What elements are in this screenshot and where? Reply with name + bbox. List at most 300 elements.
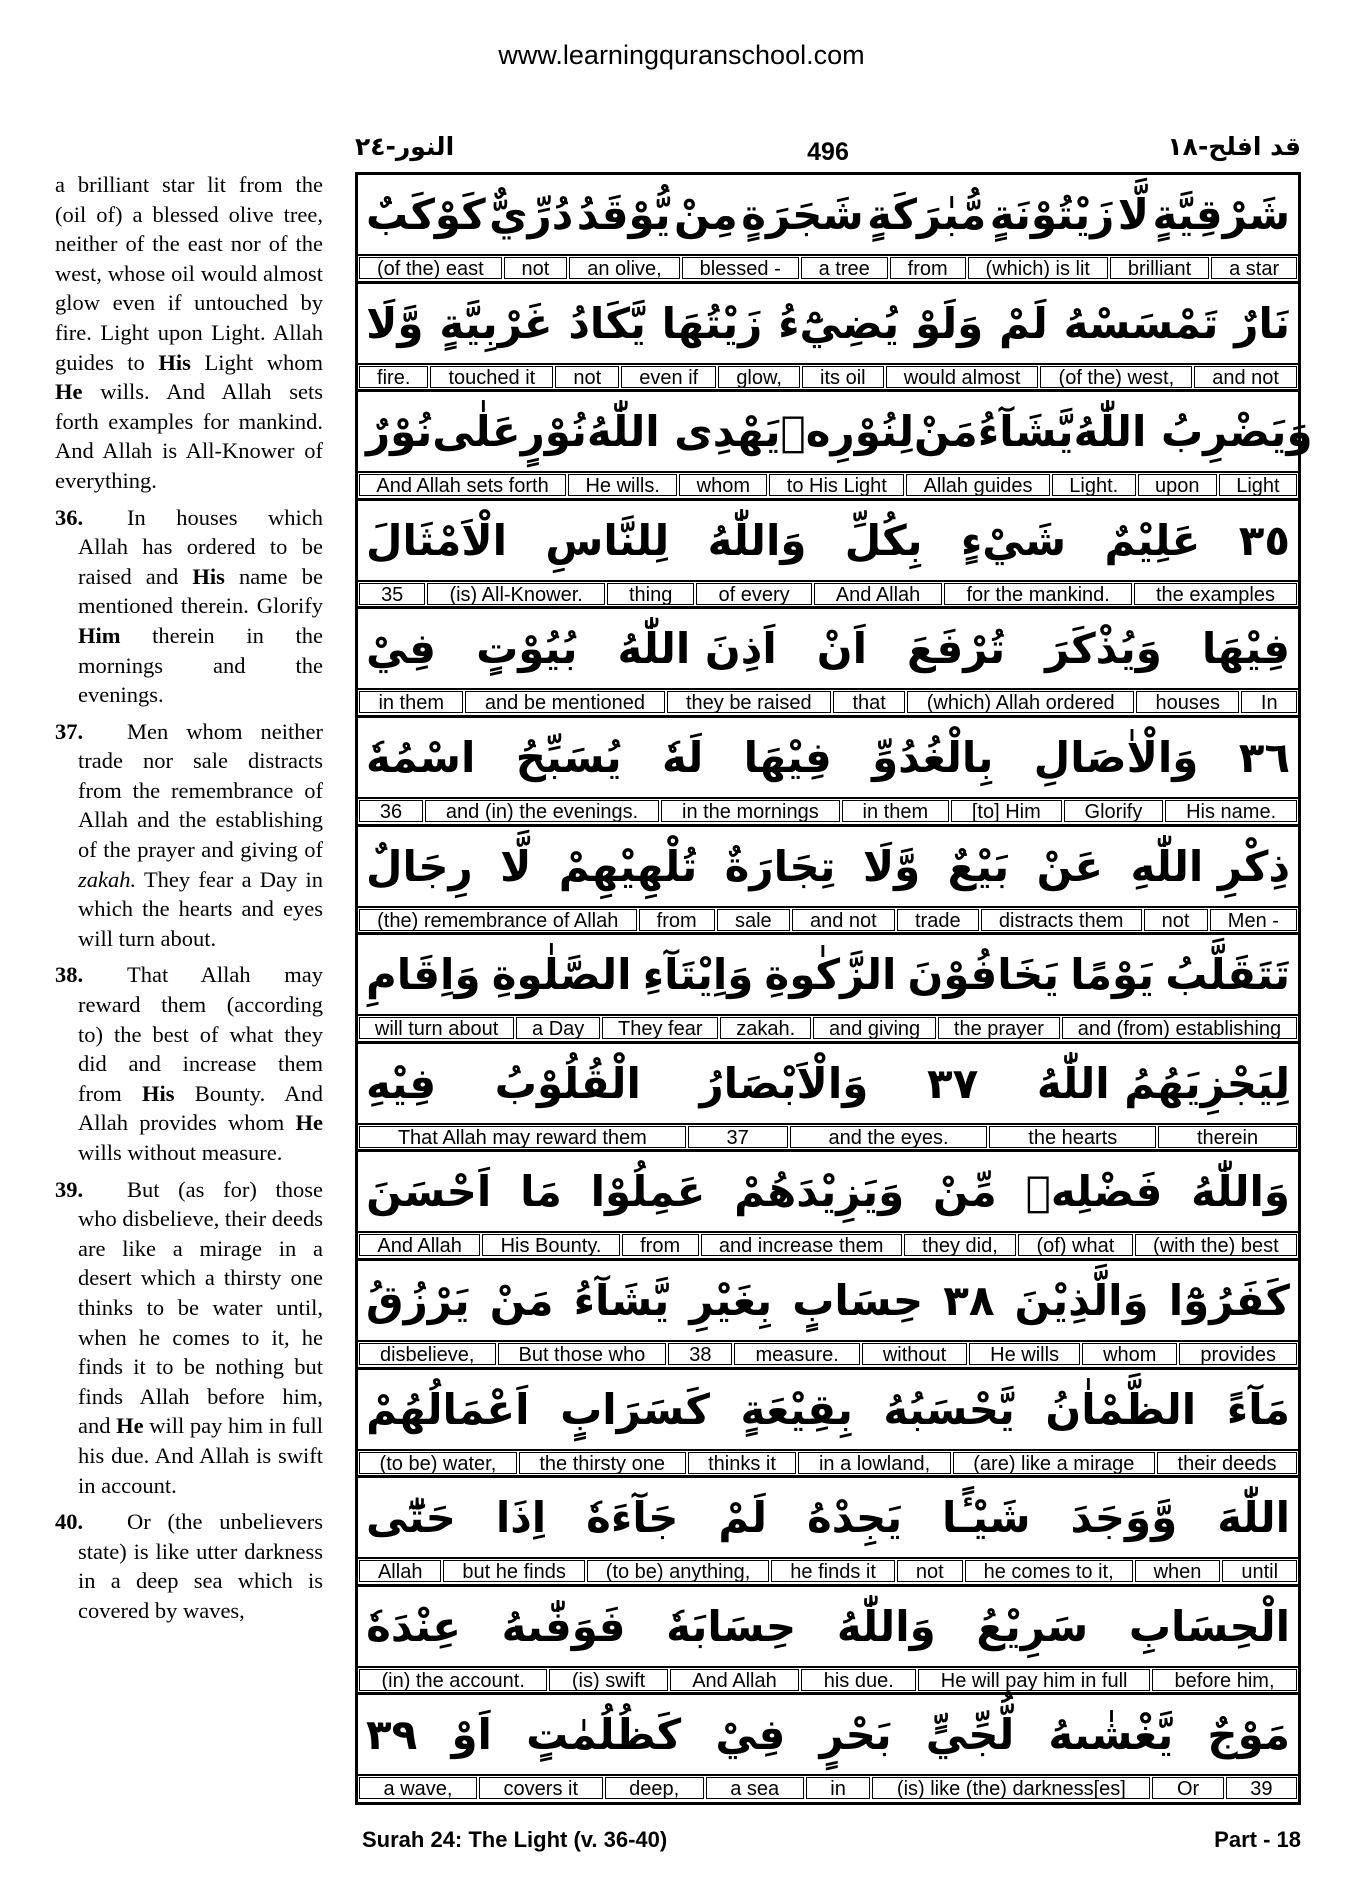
arabic-word: بَيْعٌ [947, 841, 1010, 891]
meaning-cell: until [1222, 1560, 1297, 1582]
meaning-cell: a star [1211, 257, 1297, 279]
arabic-line [358, 1261, 1298, 1342]
meaning-cell: (is) All-Knower. [427, 583, 605, 605]
arabic-word: يَّكَادُ [568, 298, 646, 348]
arabic-word: وَالَّذِيْنَ [1014, 1276, 1149, 1325]
meaning-cell: from [622, 1234, 699, 1256]
meaning-cell: without [862, 1343, 967, 1365]
meaning-cell: provides [1179, 1343, 1297, 1365]
arabic-word: وَيَزِيْدَهُمْ [734, 1167, 905, 1217]
arabic-word: ٣٩ [366, 1710, 418, 1760]
translation-text: That Allah may reward them (according to) the best of what they did and increase them from [78, 962, 323, 1106]
arabic-line [358, 284, 1298, 365]
arabic-word: مَآءً [1226, 1384, 1290, 1434]
meaning-cell: for the mankind. [944, 583, 1132, 605]
arabic-word: وَّلَا [366, 298, 424, 348]
part-footer: Part - 18 [1214, 1827, 1301, 1852]
meaning-cells [358, 582, 1298, 608]
translation-paragraph [55, 503, 323, 710]
arabic-word: بِالْغُدُوِّ [872, 733, 994, 782]
arabic-word: عَنْ [1036, 841, 1104, 891]
arabic-word: شَيْـًٔا [942, 1493, 1031, 1543]
meaning-cell: the examples [1134, 583, 1297, 605]
arabic-word: اَوْ [451, 1710, 492, 1760]
meaning-cell: And Allah [359, 1234, 480, 1256]
arabic-word: وَالْاَبْصَارُ [699, 1058, 869, 1108]
arabic-word: يَّغْشٰىهُ [1048, 1710, 1174, 1760]
arabic-word: بُيُوْتٍ [476, 624, 578, 674]
translation-text: His [142, 1080, 175, 1106]
meaning-cells [358, 256, 1298, 282]
arabic-word: اِذَا [495, 1493, 547, 1543]
arabic-word: لَّا [1117, 190, 1150, 239]
arabic-word: مَا [520, 1167, 562, 1217]
translation-text: In houses which Allah has ordered to be raised and [78, 504, 323, 589]
meaning-cell: 35 [359, 583, 425, 605]
meaning-cell: (with the) best [1135, 1234, 1297, 1256]
arabic-word: فِيْهَا [1201, 624, 1290, 674]
meaning-cell: (which) is lit [968, 257, 1108, 279]
part-header-label: قد افلح-١٨ [1167, 132, 1301, 161]
surah-header-label: النور-٢٤ [355, 132, 455, 161]
meaning-cell: He will pay him in full [918, 1669, 1150, 1691]
meaning-cell: measure. [734, 1343, 859, 1365]
arabic-word: اسْمُهٗ [366, 733, 476, 782]
arabic-word: بِغَيْرِ [689, 1276, 773, 1325]
meaning-cell: glow, [718, 366, 800, 388]
meaning-cell: (are) like a mirage [953, 1452, 1155, 1474]
arabic-word: ٣٥ [1238, 515, 1290, 565]
arabic-line [358, 501, 1298, 582]
arabic-word: دُرِّيٌّ [489, 190, 574, 239]
site-url: www.learningquranschool.com [498, 40, 865, 70]
arabic-word: تُلْهِيْهِمْ [558, 841, 698, 891]
arabic-word: الْحِسَابِ [1128, 1601, 1290, 1651]
meaning-cell: Men - [1210, 909, 1297, 931]
meaning-cell: They fear [602, 1017, 718, 1039]
meaning-cell: an olive, [569, 257, 679, 279]
meaning-cells [358, 1125, 1298, 1151]
meaning-cell: upon [1138, 474, 1217, 496]
meaning-cell: Light. [1052, 474, 1136, 496]
meaning-cell: houses [1136, 691, 1239, 713]
arabic-word: الظَّمْاٰنُ [1045, 1384, 1197, 1434]
meaning-cell: (the) remembrance of Allah [359, 909, 637, 931]
meaning-cells [358, 1016, 1298, 1042]
arabic-word: لِيَجْزِيَهُمُ اللّٰهُ [1036, 1058, 1290, 1108]
meaning-cell: covers it [479, 1777, 603, 1799]
translation-text: name be mentioned therein. Glorify [78, 563, 323, 619]
meaning-cell: from [890, 257, 966, 279]
meaning-cell: thing [607, 583, 695, 605]
verse-row [358, 1370, 1298, 1479]
arabic-word: عَلٰى [432, 407, 521, 457]
arabic-word: غَرْبِيَّةٍ [439, 298, 553, 348]
meaning-cells [358, 1342, 1298, 1368]
arabic-word: مَوْجٌ [1207, 1710, 1290, 1760]
arabic-word: وَّلَا [862, 841, 921, 891]
arabic-word: اَنْ [816, 624, 867, 674]
meaning-cell: sale [717, 909, 790, 931]
meaning-cell: from [639, 909, 715, 931]
meaning-cell: and increase them [701, 1234, 902, 1256]
arabic-word: وَاِقَامِ [366, 950, 481, 1000]
arabic-word: وَاللّٰهُ [1191, 1167, 1290, 1217]
arabic-word: يَرْزُقُ [366, 1276, 470, 1325]
verse-row [358, 609, 1298, 718]
meaning-cell: (to be) water, [359, 1452, 517, 1474]
arabic-word: تَتَقَلَّبُ [1165, 950, 1290, 1000]
meaning-cells [358, 365, 1298, 391]
arabic-word: زَيْتُهَا [661, 298, 763, 348]
translation-paragraph [55, 1175, 323, 1501]
arabic-word: كَسَرَابٍ [560, 1384, 710, 1434]
arabic-word: وَالْاٰصَالِ [1033, 733, 1199, 782]
arabic-word: فَوَفّٰىهُ [501, 1601, 626, 1651]
verse-row [358, 718, 1298, 827]
meaning-cell: whom [679, 474, 767, 496]
arabic-word: فِيْ [715, 1710, 786, 1760]
arabic-word: رِجَالٌ [366, 841, 473, 891]
translation-text: Light whom [190, 349, 324, 375]
verse-row [358, 284, 1298, 393]
meaning-cell: and not [1194, 366, 1297, 388]
verse-row [358, 1478, 1298, 1587]
meaning-cell: 38 [668, 1343, 732, 1365]
arabic-word: فَضْلِهٖ [1025, 1167, 1163, 1217]
verse-number: 39. [55, 1176, 84, 1202]
meaning-cell: their deeds [1157, 1452, 1297, 1474]
arabic-line [358, 1152, 1298, 1233]
meaning-cell: fire. [359, 366, 428, 388]
arabic-word: كَوْكَبٌ [366, 190, 486, 239]
translation-text: He [295, 1110, 323, 1136]
meaning-cell: the hearts [989, 1126, 1156, 1148]
verse-row [358, 1152, 1298, 1261]
meaning-cell: (to be) anything, [587, 1560, 769, 1582]
translation-text: wills. And Allah sets forth examples for mankind. And Allah is All-Knower of everything. [55, 379, 323, 493]
meaning-cell: a Day [516, 1017, 600, 1039]
verse-row [358, 1261, 1298, 1370]
meaning-cell: a sea [706, 1777, 804, 1799]
arabic-line [358, 609, 1298, 690]
arabic-word: تَمْسَسْهُ [1063, 298, 1219, 348]
translation-text: therein in the mornings and the evenings. [78, 622, 323, 708]
meaning-cell: of every [696, 583, 811, 605]
arabic-word: اَعْمَالُهُمْ [366, 1384, 530, 1434]
arabic-word: يَخَافُوْنَ [907, 950, 1060, 1000]
arabic-word: لُّجِّيٍّ [925, 1710, 1015, 1760]
meaning-cell: therein [1158, 1126, 1297, 1148]
arabic-word: الْقُلُوْبُ [494, 1058, 641, 1108]
meaning-cell: but he finds [443, 1560, 584, 1582]
arabic-word: مِّنْ [933, 1167, 997, 1217]
meaning-cell: before him, [1152, 1669, 1297, 1691]
arabic-word: شَجَرَةٍ [741, 190, 864, 239]
arabic-word: وَّوَجَدَ [1070, 1493, 1178, 1543]
arabic-line [358, 392, 1313, 473]
arabic-word: كَفَرُوْٓا [1168, 1276, 1290, 1325]
meaning-cell: a wave, [359, 1777, 477, 1799]
meaning-cell: (of the) west, [1040, 366, 1192, 388]
meaning-cell: deep, [605, 1777, 704, 1799]
surah-footer: Surah 24: The Light (v. 36-40) [362, 1827, 668, 1852]
meaning-cell: not [897, 1560, 963, 1582]
arabic-word: وَيَضْرِبُ اللّٰهُ [1073, 407, 1313, 457]
meaning-cell: In [1241, 691, 1297, 713]
meaning-cell: not [555, 366, 619, 388]
verse-row [358, 392, 1313, 501]
meaning-cell: disbelieve, [359, 1343, 496, 1365]
meaning-cell: not [504, 257, 568, 279]
arabic-word: وَاِيْتَآءِ [642, 950, 754, 1000]
meaning-cell: (is) like (the) darkness[es] [872, 1777, 1150, 1799]
verse-row [358, 175, 1298, 284]
meaning-cells [358, 690, 1298, 716]
verse-number: 38. [55, 962, 84, 988]
meaning-cell: its oil [802, 366, 884, 388]
meaning-cell: (of the) east [359, 257, 502, 279]
arabic-word: فِيْ [366, 624, 437, 674]
meaning-cell: Light [1219, 474, 1297, 496]
meaning-cells [358, 1668, 1298, 1694]
meaning-cells [358, 799, 1298, 825]
arabic-word: تِجَارَةٌ [724, 841, 836, 891]
meaning-cell: Allah [359, 1560, 441, 1582]
arabic-word: نُوْرٌ [366, 407, 433, 457]
meaning-cell: His name. [1165, 800, 1297, 822]
meaning-cell: they did, [904, 1234, 1016, 1256]
meaning-cell: (of) what [1018, 1234, 1133, 1256]
arabic-word: عِنْدَهٗ [366, 1601, 461, 1651]
arabic-word: لِلنَّاسِ [545, 515, 670, 565]
arabic-line [358, 1695, 1298, 1776]
verse-row [358, 935, 1298, 1044]
meaning-cell: the thirsty one [519, 1452, 686, 1474]
arabic-word: ٣٧ [926, 1058, 979, 1108]
meaning-cell: in a lowland, [798, 1452, 950, 1474]
translation-text: His [192, 563, 225, 589]
arabic-word: لَّا [500, 841, 532, 891]
meaning-cell: 37 [688, 1126, 788, 1148]
translation-paragraph [55, 960, 323, 1167]
meaning-cell: blessed - [682, 257, 799, 279]
translation-text: They fear a Day in which the hearts and eyes will turn about. [78, 866, 323, 951]
verse-number: 37. [55, 718, 84, 744]
arabic-word: يَّشَآءُ [573, 1276, 670, 1325]
meaning-cell: when [1135, 1560, 1221, 1582]
meaning-cell: 36 [359, 800, 423, 822]
arabic-word: يَوْمًا [1070, 950, 1155, 1000]
meaning-cell: not [1144, 909, 1208, 931]
meaning-cell: he finds it [771, 1560, 895, 1582]
translation-text: But (as for) those who disbelieve, their deeds are like a mirage in a desert which a thirsty one thinks to be water until, when he comes to it, he finds it to be nothing but finds Allah before him, and [78, 1176, 323, 1439]
translation-paragraph [55, 1507, 323, 1625]
arabic-word: حَتّٰٓى [366, 1493, 456, 1543]
arabic-word: وَاللّٰهُ [836, 1601, 936, 1651]
meaning-cell: and the eyes. [790, 1126, 988, 1148]
meaning-cell: will turn about [359, 1017, 514, 1039]
meaning-cell: thinks it [688, 1452, 797, 1474]
meaning-cells [358, 908, 1298, 934]
arabic-word: اَذِنَ اللّٰهُ [617, 624, 777, 674]
meaning-cell: And Allah [814, 583, 943, 605]
arabic-word: جَآءَهٗ [586, 1493, 679, 1543]
meaning-cell: And Allah [670, 1669, 800, 1691]
translation-column [55, 170, 323, 1633]
translation-text: Or (the unbelievers state) is like utter darkness in a deep sea which is covered by waves, [78, 1509, 323, 1623]
arabic-word: كَظُلُمٰتٍ [526, 1710, 682, 1760]
arabic-word: اللّٰهَ [1217, 1493, 1290, 1543]
meaning-cells [358, 1776, 1298, 1802]
arabic-word: اَحْسَنَ [366, 1167, 492, 1217]
arabic-line [358, 1587, 1298, 1668]
arabic-word: يَّحْسَبُهُ [883, 1384, 1015, 1434]
arabic-word: لَمْ [999, 298, 1048, 348]
meaning-cell: touched it [430, 366, 553, 388]
arabic-word: يُسَبِّحُ [515, 733, 622, 782]
arabic-line [358, 175, 1298, 256]
arabic-word: الصَّلٰوةِ [491, 950, 632, 1000]
meaning-cell: a tree [801, 257, 888, 279]
verse-row [358, 501, 1298, 610]
arabic-word: ذِكْرِ اللّٰهِ [1130, 841, 1290, 891]
translation-text: Bounty. And Allah provides whom [78, 1080, 323, 1136]
arabic-word: مِنْ [673, 190, 738, 239]
meaning-cell: distracts them [981, 909, 1142, 931]
arabic-word: ٣٦ [1238, 733, 1290, 782]
translation-paragraph [55, 170, 323, 496]
meaning-cell: But those who [498, 1343, 667, 1365]
arabic-line [358, 935, 1298, 1016]
meaning-cell: that [833, 691, 905, 713]
arabic-word: يَجِدْهُ [807, 1493, 903, 1543]
meaning-cell: whom [1082, 1343, 1177, 1365]
arabic-word: حِسَابٍ [792, 1276, 924, 1325]
meaning-cell: (is) swift [549, 1669, 667, 1691]
arabic-word: ٣٨ [943, 1276, 995, 1325]
translation-text: He [116, 1413, 144, 1439]
verse-row [358, 1044, 1298, 1153]
meaning-cell: And Allah sets forth [359, 474, 566, 496]
translation-text: Him [78, 622, 121, 648]
meaning-cell: in [806, 1777, 871, 1799]
meaning-cells [358, 1559, 1298, 1585]
translation-text: a brilliant star lit from the (oil of) a blessed olive tree, neither of the east nor of the west, whose oil would almost glow even if untouched by fire. Light upon Light. Allah guides to [55, 172, 323, 375]
arabic-word: وَيُذْكَرَ [1045, 624, 1162, 674]
arabic-word: لَهٗ [661, 733, 704, 782]
arabic-word: فِيْهَا [743, 733, 832, 782]
meaning-cell: would almost [886, 366, 1039, 388]
arabic-word: يُّوْقَدُ [576, 190, 671, 239]
meaning-cell: zakah. [720, 1017, 811, 1039]
arabic-word: سَرِيْعُ [976, 1601, 1089, 1651]
arabic-word: بَحْرٍ [819, 1710, 892, 1760]
meaning-cell: Glorify [1064, 800, 1164, 822]
arabic-word: مَنْ [489, 1276, 554, 1325]
arabic-word: يَّشَآءُ [977, 407, 1074, 457]
translation-text: wills without measure. [78, 1140, 283, 1165]
arabic-word: يُضِيْٓءُ [778, 298, 900, 348]
meaning-cell: he comes to it, [965, 1560, 1133, 1582]
meaning-cell: even if [621, 366, 716, 388]
arabic-word: نُوْرٍ [520, 407, 587, 457]
translation-text: He [55, 379, 83, 405]
arabic-word: الْاَمْثَالَ [366, 515, 508, 565]
meaning-cell: 39 [1226, 1777, 1297, 1799]
translation-text: zakah. [78, 866, 137, 892]
arabic-word: فِيْهِ [366, 1058, 437, 1108]
arabic-word: زَيْتُوْنَةٍ [989, 190, 1115, 239]
arabic-word: وَاللّٰهُ [707, 515, 807, 565]
meaning-cell: [to] Him [951, 800, 1062, 822]
arabic-word: حِسَابَهٗ [666, 1601, 797, 1651]
arabic-line [358, 718, 1298, 799]
meaning-cell: his due. [801, 1669, 916, 1691]
meaning-cells [358, 1451, 1298, 1477]
meaning-cell: (which) Allah ordered [907, 691, 1134, 713]
translation-text: Men whom neither trade nor sale distracts from the remembrance of Allah and the establishing of the prayer and giving of [78, 718, 323, 863]
arabic-word: بِكُلِّ [844, 515, 923, 565]
meaning-cell: in the mornings [661, 800, 840, 822]
verse-number: 40. [55, 1509, 84, 1535]
meaning-cell: Or [1152, 1777, 1223, 1799]
meaning-cell: brilliant [1110, 257, 1209, 279]
meaning-cell: He wills [969, 1343, 1080, 1365]
verse-row [358, 1695, 1298, 1804]
meaning-cell: in them [842, 800, 949, 822]
arabic-word: مَنْ [913, 407, 978, 457]
arabic-word: بِقِيْعَةٍ [740, 1384, 853, 1434]
arabic-word: نَارٌ [1234, 298, 1290, 348]
arabic-line [358, 1044, 1298, 1125]
arabic-word: شَيْءٍ [960, 515, 1067, 565]
arabic-word: لِنُوْرِهٖ [780, 407, 914, 457]
verse-number: 36. [55, 504, 84, 530]
arabic-word: لَمْ [718, 1493, 768, 1543]
arabic-word: الزَّكٰوةِ [764, 950, 897, 1000]
translation-paragraph [55, 717, 323, 954]
meaning-cells [358, 1233, 1298, 1259]
meaning-cell: and giving [813, 1017, 936, 1039]
meaning-cells [358, 473, 1298, 499]
meaning-cell: and (in) the evenings. [425, 800, 659, 822]
arabic-word: عَمِلُوْا [590, 1167, 706, 1217]
meaning-cell: in them [359, 691, 463, 713]
verse-row [358, 827, 1298, 936]
arabic-word: عَلِيْمٌ [1104, 515, 1201, 565]
meaning-cell: He wills. [568, 474, 677, 496]
meaning-cell: and be mentioned [465, 691, 664, 713]
arabic-word: مُّبٰرَكَةٍ [867, 190, 987, 239]
translation-text: His [158, 349, 191, 375]
meaning-cell: That Allah may reward them [359, 1126, 686, 1148]
arabic-line [358, 1478, 1298, 1559]
meaning-cell: to His Light [769, 474, 904, 496]
page-header [355, 128, 1301, 168]
meaning-cell: Allah guides [906, 474, 1050, 496]
arabic-word: تُرْفَعَ [907, 624, 1006, 674]
page-number: 496 [807, 138, 849, 166]
translation-text: will pay him in full his due. And Allah is swift in account. [78, 1413, 323, 1498]
meaning-cell: and (from) establishing [1062, 1017, 1297, 1039]
arabic-line [358, 1370, 1298, 1451]
arabic-word: شَرْقِيَّةٍ [1152, 190, 1290, 239]
meaning-cell: and not [792, 909, 895, 931]
meaning-cell: (in) the account. [359, 1669, 547, 1691]
word-by-word-grid [355, 172, 1313, 1805]
arabic-line [358, 827, 1298, 908]
